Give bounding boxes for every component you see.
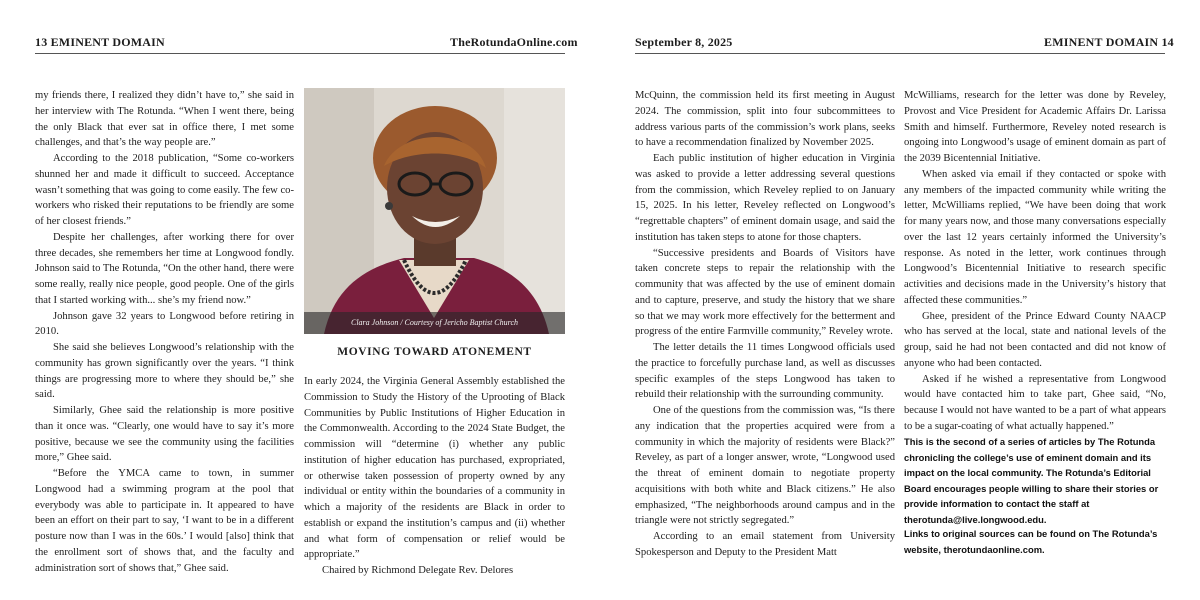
paragraph: The letter details the 11 times Longwood officials used the practice to forcefully purchase land, as well as discusses specific examples of the steps Longwood has taken to rebuild their relationship with the surrounding community.: [635, 342, 895, 401]
paragraph: Ghee, president of the Prince Edward County NAACP who has served at the local, state and national levels of the group, said he had not been contacted and did not know of anyone who had been contacted.: [904, 310, 1166, 369]
paragraph: Asked if he wished a representative from Longwood would have contacted him to take part, Ghee said, “No, because I would not have wanted to be a part of what appears to be a sugar-coating of what actually happened.”: [904, 373, 1166, 432]
section-subheading: MOVING TOWARD ATONEMENT: [337, 346, 532, 358]
paragraph: She said she believes Longwood’s relationship with the community has grown significantly over the years. “I think things are progressing more to where they should be,” she said.: [35, 342, 294, 401]
paragraph: When asked via email if they contacted or spoke with any members of the impacted community while writing the letter, McWilliams replied, “We have been doing that work for many years now, and those many conversations especially over the last 12 years certainly informed the University’s response. As noted in the letter, work continues through Longwood’s Bicentennial Initiative to research specific activities and decisions made in the University’s history that affected these communities.”: [904, 168, 1166, 306]
paragraph: Chaired by Richmond Delegate Rev. Delores: [322, 565, 514, 576]
article-column-1: [35, 88, 294, 576]
paragraph: Johnson gave 32 years to Longwood before retiring in 2010.: [35, 310, 294, 338]
article-column-4: [904, 88, 1166, 435]
series-note: This is the second of a series of articles by The Rotunda chronicling the college’s use of eminent domain and its impact on the local community. The Rotunda’s Editorial Board encourages people willing to share their stories or provide information to contact the staff at therotunda@live.longwood.edu.: [904, 436, 1159, 525]
article-column-2: [304, 374, 565, 579]
paragraph: “Before the YMCA came to town, in summer Longwood had a swimming program at the pool that everybody was able to participate in. It appeared to have been an effort on their part to say, ‘I want to be in a different posture now than I was in the 60s.’ I would [also] think that the enrollment sort of shows that, and the faculty and administration sort of shows that,” Ghee said.: [35, 468, 294, 574]
paragraph: According to the 2018 publication, “Some co-workers shunned her and made it difficult to succeed. Acceptance wasn’t something that was going to come easily. The few co-workers who risked their reputations to be friendly are some of her closest friends.”: [35, 153, 294, 227]
article-column-3: [635, 88, 895, 561]
right-page-section-header: EMINENT DOMAIN 14: [1044, 35, 1174, 49]
paragraph: my friends there, I realized they didn’t have to,” she said in her interview with The Rotunda. “When I went there, being the only Black that ever sat in office there, I met some challenges, and that’s the way people are.”: [35, 90, 294, 149]
paragraph: “Successive presidents and Boards of Visitors have taken concrete steps to repair the relationship with the community that was affected by the use of eminent domain and to capture, preserve, and study the history that we share so that we may work more effectively for the betterment and progress of the entire Farmville community,” Reveley wrote.: [635, 247, 895, 338]
portrait-photo: [304, 88, 565, 334]
sources-note: Links to original sources can be found on The Rotunda’s website, therotundaonline.com.: [904, 528, 1158, 555]
left-page-section-header: 13 EMINENT DOMAIN: [35, 35, 165, 49]
paragraph: Similarly, Ghee said the relationship is more positive than it once was. “Clearly, one would have to say it’s more positive, because we see the community using the facilities more,” Ghee said.: [35, 405, 294, 464]
portrait-illustration: [304, 88, 565, 334]
left-page-website-header: TheRotundaOnline.com: [450, 35, 578, 49]
paragraph: McWilliams, research for the letter was done by Reveley, Provost and Vice President for Academic Affairs Dr. Larissa Smith and himself. Furthermore, Reveley noted research is ongoing into Longwood’s usage of eminent domain as part of the 2039 Bicentennial Initiative.: [904, 90, 1166, 164]
paragraph: McQuinn, the commission held its first meeting in August 2024. The commission, split into four subcommittees to address various parts of the commission’s work plans, seeks to have a recommendation finalized by November 2025.: [635, 90, 895, 149]
right-header-rule: [635, 53, 1165, 54]
right-page-date-header: September 8, 2025: [635, 35, 733, 49]
paragraph: In early 2024, the Virginia General Assembly established the Commission to Study the History of the Uprooting of Black Communities by Public Institutions of Higher Education in the Commonwealth. According to the 2024 State Budget, the commission will “determine (i) whether any public institution of higher education has purchased, expropriated, or otherwise taken possession of property owned by any individual or entity within the boundaries of a community in which a majority of the residents are Black in order to establish or expand the institution’s campus and (ii) whether and what form of compensation or relief would be appropriate.”: [304, 376, 565, 561]
left-header-rule: [35, 53, 565, 54]
photo-caption: Clara Johnson / Courtesy of Jericho Baptist Church: [304, 312, 565, 334]
paragraph: According to an email statement from University Spokesperson and Deputy to the President Matt: [635, 531, 895, 558]
paragraph: One of the questions from the commission was, “Is there any indication that the properties acquired were from a community in which the majority of residents were Black?” Reveley, as part of a longer answer, wrote, “Longwood used the threat of eminent domain to negotiate property acquisitions with both white and Black citizens.” He also emphasized, “The neighborhoods around campus and in the triangle were not strictly segregated.”: [635, 405, 895, 527]
paragraph: Each public institution of higher education in Virginia was asked to provide a letter addressing several questions from the commission, which Reveley replied to on January 15, 2025. In his letter, Reveley reflected on Longwood’s “regrettable chapters” of eminent domain usage, and said the institution has taken steps to atone for those chapters.: [635, 153, 895, 243]
paragraph: Despite her challenges, after working there for over three decades, she remembers her time at Longwood fondly. Johnson said to The Rotunda, “On the other hand, there were some really, really nice people, good people. One of the girls that I started working with... she’s my friend now.”: [35, 231, 294, 306]
